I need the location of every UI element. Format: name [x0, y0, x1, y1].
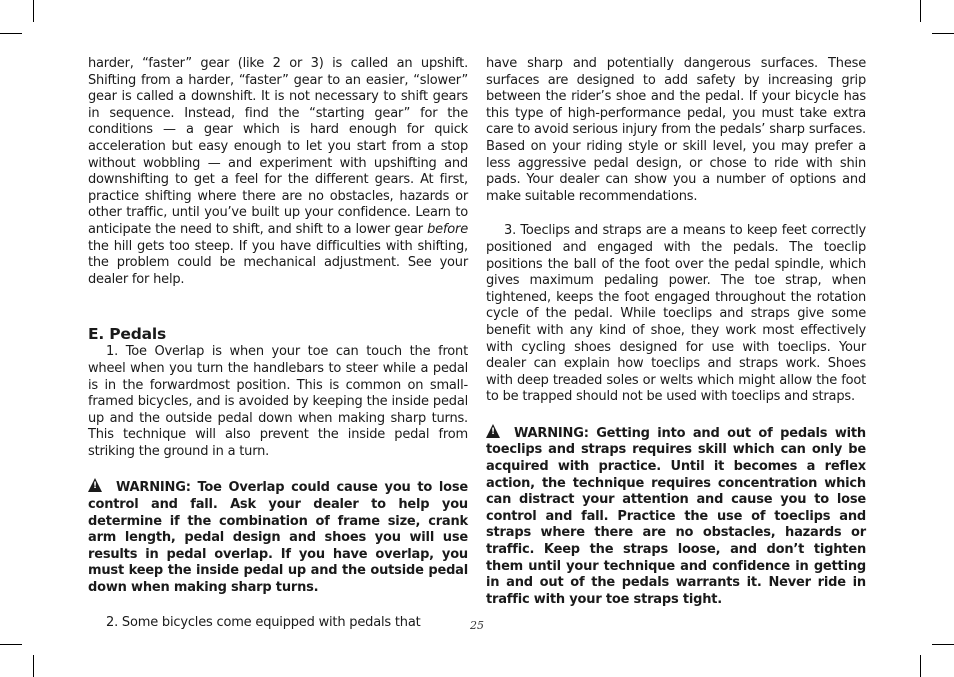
- crop-mark-tr-h: [932, 33, 954, 34]
- crop-mark-br-h: [932, 644, 954, 645]
- section-heading-pedals: E. Pedals: [88, 325, 167, 344]
- toeclips-warning: !WARNING: Getting into and out of pedals with toeclips and straps requires skill which can only be acquired with practice. Until it becomes a reflex action, the technique requires concentration which can distract your attention and cause you to lose control and fall. Practice the use of toeclips and straps where there are no obstacles, hazards or traffic. Keep the straps loose, and don’t tighten them until your technique and confidence in getting in and out of the pedals warrants it. Never ride in traffic with your toe straps tight.: [486, 424, 866, 609]
- page-number: 25: [470, 619, 484, 632]
- warning-icon: [88, 478, 102, 492]
- crop-mark-bl-v: [33, 655, 34, 677]
- sharp-pedals-paragraph-cont: have sharp and potentially dangerous surfaces. These surfaces are designed to add safety by increasing grip between the rider’s shoe and the pedal. If your bicycle has this type of high-performance pedal, you must take extra care to avoid serious injury from the pedals’ sharp surfaces. Based on your riding style or skill level, you may prefer a less aggressive pedal design, or chose to ride with shin pads. Your dealer can show you a number of options and make suitable recommendations.: [486, 56, 866, 204]
- crop-mark-bl-h: [0, 644, 22, 645]
- crop-mark-tl-h: [0, 33, 22, 34]
- sharp-pedals-paragraph-start: 2. Some bicycles come equipped with pedals that: [106, 614, 421, 630]
- toe-overlap-warning: !WARNING: Toe Overlap could cause you to lose control and fall. Ask your dealer to help you determine if the combination of frame size, crank arm length, pedal design and shoes you will use results in pedal overlap. If you have overlap, you must keep the inside pedal up and the outside pedal down when making sharp turns.: [88, 478, 468, 596]
- right-column: [486, 56, 866, 608]
- crop-mark-tl-v: [33, 0, 34, 22]
- toe-overlap-paragraph: 1. Toe Overlap is when your toe can touch the front wheel when you turn the handlebars to steer while a pedal is in the forwardmost position. This is common on small-framed bicycles, and is avoided by keeping the inside pedal up and the outside pedal down when making sharp turns. This technique will also prevent the inside pedal from striking the ground in a turn.: [88, 344, 468, 459]
- crop-mark-br-v: [920, 655, 921, 677]
- shifting-paragraph: harder, “faster” gear (like 2 or 3) is called an upshift. Shifting from a harder, “faster” gear to an easier, “slower” gear is called a downshift. It is not necessary to shift gears in sequence. Instead, find the “starting gear” for the conditions — a gear which is hard enough for quick acceleration but easy enough to let you start from a stop without wobbling — and experiment with upshifting and downshifting to get a feel for the different gears. At first, practice shifting where there are no obstacles, hazards or other traffic, until you’ve built up your confidence. Learn to anticipate the need to shift, and shift to a lower gear before the hill gets too steep. If you have difficulties with shifting, the problem could be mechanical adjustment. See your dealer for help.: [88, 56, 468, 287]
- crop-mark-tr-v: [920, 0, 921, 22]
- toeclips-paragraph: 3. Toeclips and straps are a means to keep feet correctly positioned and engaged with the pedals. The toeclip positions the ball of the foot over the pedal spindle, which gives maximum pedaling power. The toe strap, when tightened, keeps the foot engaged throughout the rotation cycle of the pedal. While toeclips and straps give some benefit with any kind of shoe, they work most effectively with cycling shoes designed for use with toeclips. Your dealer can explain how toeclips and straps work. Shoes with deep treaded soles or welts which might allow the foot to be trapped should not be used with toeclips and straps.: [486, 223, 866, 405]
- left-column: [88, 56, 468, 631]
- warning-icon: [486, 424, 500, 438]
